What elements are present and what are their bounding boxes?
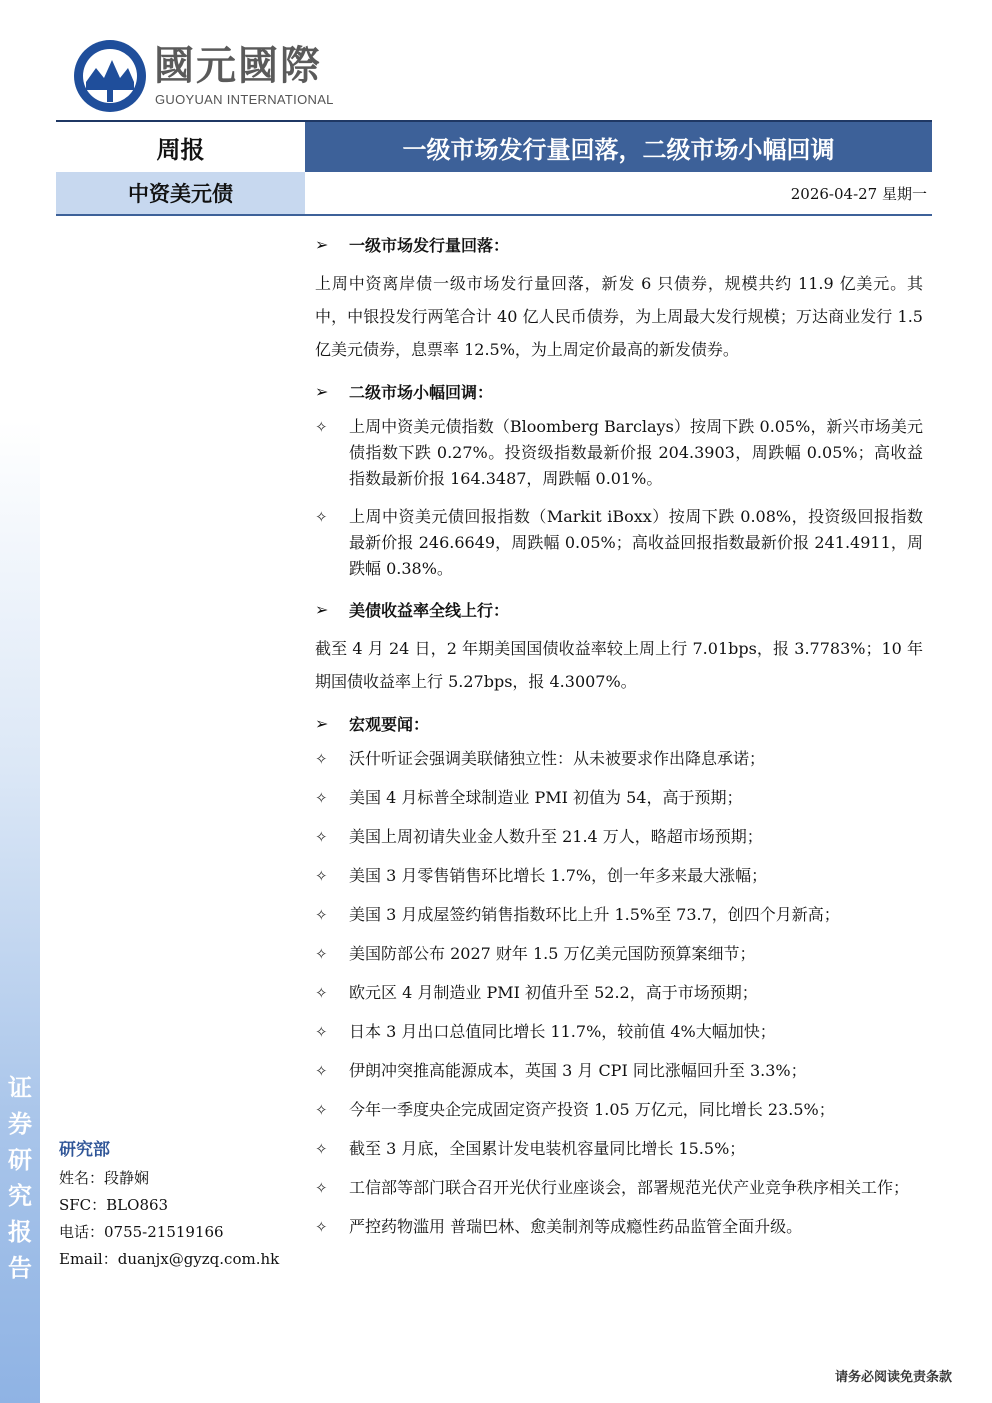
- diamond-bullet-icon: ✧: [315, 1179, 328, 1197]
- side-vertical-label: 证 券 研 究 报 告: [8, 1074, 32, 1282]
- list-item: ✧ 上周中资美元债指数（Bloomberg Barclays）按周下跌 0.05%，新兴市场美元债指数下跌 0.27%。投资级指数最新价报 204.3903，周跌幅 0.05%；高收益指数最新价报 164.3487，周跌幅 0.01%。: [315, 414, 923, 492]
- diamond-bullet-icon: ✧: [315, 906, 328, 924]
- list-item: ✧ 美国 4 月标普全球制造业 PMI 初值为 54，高于预期；: [315, 785, 923, 811]
- diamond-bullet-icon: ✧: [315, 984, 328, 1002]
- report-date: 2026-04-27 星期一: [790, 184, 927, 203]
- diamond-bullet-icon: ✧: [315, 1101, 328, 1119]
- logo-chinese-name: 國元國際: [154, 43, 322, 89]
- report-category: 中资美元债: [56, 172, 305, 214]
- macro-list: [315, 746, 923, 1240]
- analyst-sfc: SFC：BLO863: [59, 1196, 169, 1214]
- diamond-bullet-icon: ✧: [315, 828, 328, 846]
- section-primary-text: 上周中资离岸债一级市场发行量回落，新发 6 只债券，规模共约 11.9 亿美元。其中，中银投发行两笔合计 40 亿人民币债券，为上周最大发行规模；万达商业发行 1.5 亿美元债券，息票率 12.5%，为上周定价最高的新发债券。: [315, 274, 923, 359]
- section-secondary-title: ➢ 二级市场小幅回调：: [315, 381, 494, 402]
- logo-english-name: GUOYUAN INTERNATIONAL: [155, 92, 334, 107]
- list-item: ✧ 美国 3 月成屋签约销售指数环比上升 1.5%至 73.7，创四个月新高；: [315, 902, 923, 928]
- analyst-name: 姓名：段静娴: [59, 1169, 150, 1187]
- section-macro-title: ➢ 宏观要闻：: [315, 713, 430, 734]
- diamond-bullet-icon: ✧: [315, 945, 328, 963]
- diamond-bullet-icon: ✧: [315, 867, 328, 885]
- diamond-bullet-icon: ✧: [315, 789, 328, 807]
- report-body: [315, 229, 923, 1253]
- diamond-bullet-icon: ✧: [315, 1023, 328, 1041]
- report-type: 周报: [156, 135, 205, 164]
- diamond-bullet-icon: ✧: [315, 1062, 328, 1080]
- disclaimer-note: 请务必阅读免责条款: [834, 1370, 952, 1385]
- arrow-bullet-icon: ➢: [315, 713, 329, 733]
- list-item: ✧ 欧元区 4 月制造业 PMI 初值升至 52.2，高于市场预期；: [315, 980, 923, 1006]
- list-item: ✧ 截至 3 月底，全国累计发电装机容量同比增长 15.5%；: [315, 1136, 923, 1162]
- list-item: ✧ 美国上周初请失业金人数升至 21.4 万人，略超市场预期；: [315, 824, 923, 850]
- arrow-bullet-icon: ➢: [315, 599, 329, 619]
- list-item: ✧ 沃什听证会强调美联储独立性：从未被要求作出降息承诺；: [315, 746, 923, 772]
- analyst-department: 研究部: [59, 1140, 110, 1160]
- analyst-email: Email：duanjx@gyzq.com.hk: [59, 1250, 280, 1268]
- company-logo: [72, 38, 352, 114]
- list-item: ✧ 伊朗冲突推高能源成本，英国 3 月 CPI 同比涨幅回升至 3.3%；: [315, 1058, 923, 1084]
- list-item: ✧ 上周中资美元债回报指数（Markit iBoxx）按周下跌 0.08%，投资级回报指数最新价报 246.6649，周跌幅 0.05%；高收益回报指数最新价报 241.4911，周跌幅 0.38%。: [315, 504, 923, 582]
- list-item: ✧ 今年一季度央企完成固定资产投资 1.05 万亿元，同比增长 23.5%；: [315, 1097, 923, 1123]
- diamond-bullet-icon: ✧: [315, 418, 328, 436]
- analyst-info: [59, 1138, 299, 1273]
- list-item: ✧ 美国防部公布 2027 财年 1.5 万亿美元国防预算案细节；: [315, 941, 923, 967]
- list-item: ✧ 严控药物滥用 普瑞巴林、愈美制剂等成瘾性药品监管全面升级。: [315, 1214, 923, 1240]
- list-item: ✧ 日本 3 月出口总值同比增长 11.7%，较前值 4%大幅加快；: [315, 1019, 923, 1045]
- report-title: 一级市场发行量回落，二级市场小幅回调: [305, 122, 932, 172]
- arrow-bullet-icon: ➢: [315, 234, 329, 254]
- analyst-phone: 电话：0755-21519166: [59, 1223, 224, 1241]
- secondary-list: [315, 414, 923, 582]
- diamond-bullet-icon: ✧: [315, 750, 328, 768]
- section-treasury-title: ➢ 美债收益率全线上行：: [315, 599, 510, 620]
- diamond-bullet-icon: ✧: [315, 508, 328, 526]
- list-item: ✧ 美国 3 月零售销售环比增长 1.7%，创一年多来最大涨幅；: [315, 863, 923, 889]
- logo-mark-icon: [72, 38, 148, 114]
- header-bottom-rule: [56, 214, 932, 216]
- diamond-bullet-icon: ✧: [315, 1218, 328, 1236]
- diamond-bullet-icon: ✧: [315, 1140, 328, 1158]
- list-item: ✧ 工信部等部门联合召开光伏行业座谈会，部署规范光伏产业竞争秩序相关工作；: [315, 1175, 923, 1201]
- section-treasury-text: 截至 4 月 24 日，2 年期美国国债收益率较上周上行 7.01bps，报 3.7783%；10 年期国债收益率上行 5.27bps，报 4.3007%。: [315, 639, 923, 691]
- arrow-bullet-icon: ➢: [315, 381, 329, 401]
- section-primary-title: ➢ 一级市场发行量回落：: [315, 234, 510, 255]
